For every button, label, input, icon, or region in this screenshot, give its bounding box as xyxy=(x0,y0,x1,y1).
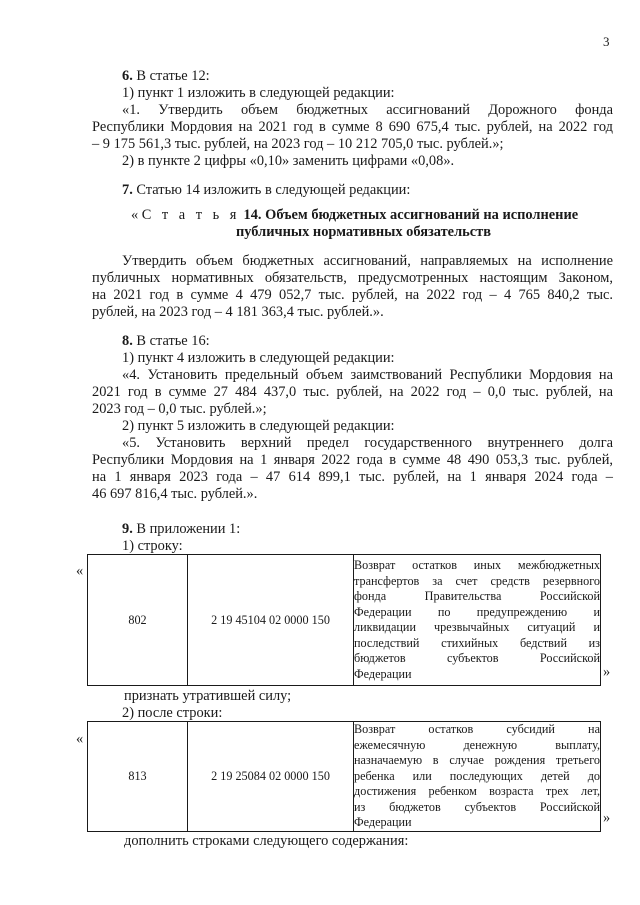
table-1-revenue-code: 2 19 45104 02 0000 150 xyxy=(188,555,354,686)
item-8-quote5-line-2: Республики Мордовия на 1 января 2022 года в сумме 48 490 053,3 тыс. рублей, xyxy=(92,452,613,468)
article-14-title-line-1: «С т а т ь я 14. Объем бюджетных ассигнований на исполнение xyxy=(131,207,579,223)
table-1-desc-line: фонда Правительства Российской xyxy=(354,589,600,603)
item-8-point-4: 1) пункт 4 изложить в следующей редакции: xyxy=(122,350,395,366)
table-2 xyxy=(87,721,601,832)
table-2-desc-line: назначаемую в случае рождения третьего xyxy=(354,753,600,767)
article-14-text-line-1: Утвердить объем бюджетных ассигнований, направляемых на исполнение xyxy=(122,253,613,269)
item-7-heading: 7. Статью 14 изложить в следующей редакции: xyxy=(122,182,411,198)
table-row xyxy=(88,722,601,832)
item-6-heading: 6. В статье 12: xyxy=(122,68,210,84)
table-2-description xyxy=(354,722,601,832)
table-2-close-quote: » xyxy=(603,810,611,826)
item-9-add-rows-text: дополнить строками следующего содержания: xyxy=(124,833,409,849)
item-9-heading: 9. В приложении 1: xyxy=(122,521,241,537)
table-1-desc-line: бюджетов субъектов Российской xyxy=(354,651,600,665)
article-14-text-line-3: на 2021 год в сумме 4 479 052,7 тыс. рублей, на 2022 год – 4 765 840,2 тыс. xyxy=(92,287,613,303)
item-8-quote4-line-3: 2023 год – 0,0 тыс. рублей.»; xyxy=(92,401,267,417)
table-1-desc-line: Федерации по предупреждению и xyxy=(354,604,600,619)
item-8-quote5-line-3: на 1 января 2023 года – 47 614 899,1 тыс. рублей, на 1 января 2024 года – xyxy=(92,469,613,485)
table-1-desc-line: последствий стихийных бедствий из xyxy=(354,635,600,650)
page-number: 3 xyxy=(603,34,610,49)
table-2-desc-line: Возврат остатков субсидий на xyxy=(354,722,600,736)
item-9-subitem-2: 2) после строки: xyxy=(122,705,223,721)
table-2-open-quote: « xyxy=(76,731,84,747)
item-6-quote-line-1: «1. Утвердить объем бюджетных ассигнований Дорожного фонда xyxy=(122,102,613,118)
table-1-description xyxy=(354,555,601,686)
table-2-desc-line: из бюджетов субъектов Российской xyxy=(354,799,600,814)
table-2-desc-line: ежемесячную денежную выплату, xyxy=(354,737,600,752)
item-9-subitem-1: 1) строку: xyxy=(122,538,183,554)
item-8-quote4-line-1: «4. Установить предельный объем заимствований Республики Мордовия на xyxy=(122,367,613,383)
table-1-desc-line: трансфертов за счет средств резервного xyxy=(354,573,600,588)
table-2-desc-line: Федерации xyxy=(354,815,412,829)
table-1-admin-code: 802 xyxy=(88,555,188,686)
table-2-desc-line: ребенка или последующих детей до xyxy=(354,768,600,783)
table-1-close-quote: » xyxy=(603,664,611,680)
table-1-desc-line: ликвидации чрезвычайных ситуаций и xyxy=(354,620,600,634)
item-6-quote-line-3: – 9 175 561,3 тыс. рублей, на 2023 год – 10 212 705,0 тыс. рублей.»; xyxy=(92,136,504,152)
item-9-repeal-text: признать утратившей силу; xyxy=(124,688,292,704)
table-2-desc-line: достижения ребенком возраста трех лет, xyxy=(354,784,600,798)
item-8-heading: 8. В статье 16: xyxy=(122,333,210,349)
item-6-point-1: 1) пункт 1 изложить в следующей редакции: xyxy=(122,85,395,101)
table-1-desc-line: Возврат остатков иных межбюджетных xyxy=(354,558,600,572)
table-2-revenue-code: 2 19 25084 02 0000 150 xyxy=(188,722,354,832)
table-1-open-quote: « xyxy=(76,563,84,579)
item-6-point-2: 2) в пункте 2 цифры «0,10» заменить цифрами «0,08». xyxy=(122,153,455,169)
item-8-quote4-line-2: 2021 год в сумме 27 484 437,0 тыс. рублей, на 2022 год – 0,0 тыс. рублей, на xyxy=(92,384,613,400)
table-2-admin-code: 813 xyxy=(88,722,188,832)
item-6-quote-line-2: Республики Мордовия на 2021 год в сумме 8 690 675,4 тыс. рублей, на 2022 год xyxy=(92,119,613,135)
table-row xyxy=(88,555,601,686)
item-8-point-5: 2) пункт 5 изложить в следующей редакции: xyxy=(122,418,395,434)
table-1 xyxy=(87,554,601,686)
article-14-text-line-4: рублей, на 2023 год – 4 181 363,4 тыс. рублей.». xyxy=(92,304,384,320)
table-1-desc-line: Федерации xyxy=(354,666,412,681)
item-8-quote5-line-1: «5. Установить верхний предел государственного внутреннего долга xyxy=(122,435,613,451)
article-14-text-line-2: публичных нормативных обязательств, предусмотренных настоящим Законом, xyxy=(92,270,613,286)
item-8-quote5-line-4: 46 697 816,4 тыс. рублей.». xyxy=(92,486,258,502)
article-14-title-line-2: публичных нормативных обязательств xyxy=(236,224,491,240)
